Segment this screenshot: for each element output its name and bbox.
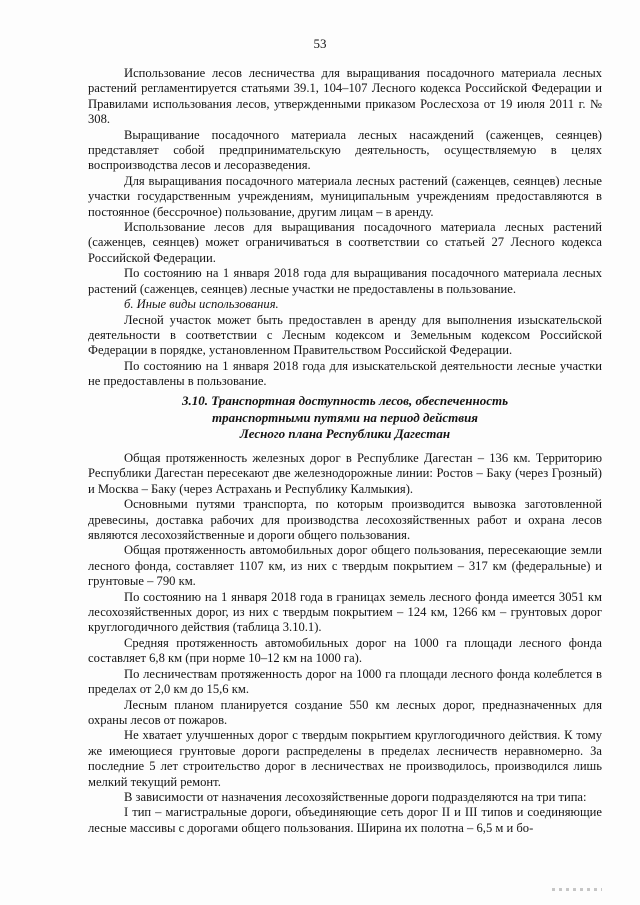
paragraph: По состоянию на 1 января 2018 года в границах земель лесного фонда имеется 3051 км лесохозяйственных дорог, из них с твердым покрытием – 124 км, 1266 км – грунтовых дорог круглогодичного действия (таблица 3.10.1). [88,589,602,635]
paragraph: Общая протяженность железных дорог в Республике Дагестан – 136 км. Территорию Республики Дагестан пересекают две железнодорожные линии: Ростов – Баку (через Грозный) и Москва – Баку (через Астрахань и Республику Калмыкия). [88,451,602,496]
paragraph: Для выращивания посадочного материала лесных растений (саженцев, сеянцев) лесные участки государственным учреждениям, муниципальным учреждениям предоставляются в постоянное (бессрочное) пользование, другим лицам – в аренду. [88,173,602,219]
section-heading-line: Лесного плана Республики Дагестан [239,426,451,441]
paragraph: По лесничествам протяженность дорог на 1000 га площади лесного фонда колеблется в пределах от 2,0 км до 15,6 км. [88,666,602,697]
paragraph: По состоянию на 1 января 2018 года для выращивания посадочного материала лесных растений (саженцев, сеянцев) лесные участки не предоставлены в пользование. [88,266,602,296]
section-heading-line: транспортными путями на период действия [211,409,479,425]
paragraph: Использование лесов лесничества для выращивания посадочного материала лесных растений регламентируется статьями 39.1, 104–107 Лесного кодекса Российской Федерации и Правилами использования лесов, утвержденными приказом Рослесхоза от 19 июля 2011 г. № 308. [88,66,602,127]
section-heading [88,393,602,443]
paragraph: Использование лесов для выращивания посадочного материала лесных растений (саженцев, сеянцев) может ограничиваться в соответствии со статьей 27 Лесного кодекса Российской Федерации. [88,220,602,265]
paragraph: I тип – магистральные дороги, объединяющие сеть дорог II и III типов и соединяющие лесные массивы с дорогами общего пользования. Ширина их полотна – 6,5 м и бо- [88,805,602,835]
paragraph: В зависимости от назначения лесохозяйственные дороги подразделяются на три типа: [124,789,587,804]
transport-section [88,451,602,836]
scan-artifact [552,888,602,891]
paragraph: Выращивание посадочного материала лесных насаждений (саженцев, сеянцев) представляет собой предпринимательскую деятельность, осуществляемую в целях воспроизводства лесов и лесоразведения. [88,127,602,173]
page-number: 53 [313,36,327,51]
paragraph: Общая протяженность автомобильных дорог общего пользования, пересекающие земли лесного фонда, составляет 1107 км, из них с твердым покрытием – 317 км (федеральные) и грунтовые – 790 км. [88,543,602,589]
planting-material-section [88,66,602,390]
paragraph: По состоянию на 1 января 2018 года для изыскательской деятельности лесные участки не предоставлены в пользование. [88,358,602,389]
paragraph: Лесной участок может быть предоставлен в аренду для выполнения изыскательской деятельности в соответствии с Лесным кодексом и Земельным кодексом Российской Федерации в порядке, установленном Правительством Российской Федерации. [88,312,602,358]
paragraph: Лесным планом планируется создание 550 км лесных дорог, предназначенных для охраны лесов от пожаров. [88,697,602,727]
section-heading-line: 3.10. Транспортная доступность лесов, обеспеченность [181,393,509,408]
section-heading-block [88,393,602,443]
paragraph: Не хватает улучшенных дорог с твердым покрытием круглогодичного действия. К тому же имеющиеся грунтовые дороги распределены в пределах лесничеств неравномерно. За последние 5 лет строительство дорог в лесничествах не производилось, производился лишь мелкий текущий ремонт. [88,728,602,789]
paragraph: Средняя протяженность автомобильных дорог на 1000 га площади лесного фонда составляет 6,8 км (при норме 10–12 км на 1000 га). [88,635,602,666]
subsection-title: б. Иные виды использования. [124,297,279,312]
paragraph: Основными путями транспорта, по которым производится вывозка заготовленной древесины, доставка рабочих для производства лесохозяйственных работ и охрана лесов являются лесохозяйственные и дороги общего пользования. [88,497,602,543]
